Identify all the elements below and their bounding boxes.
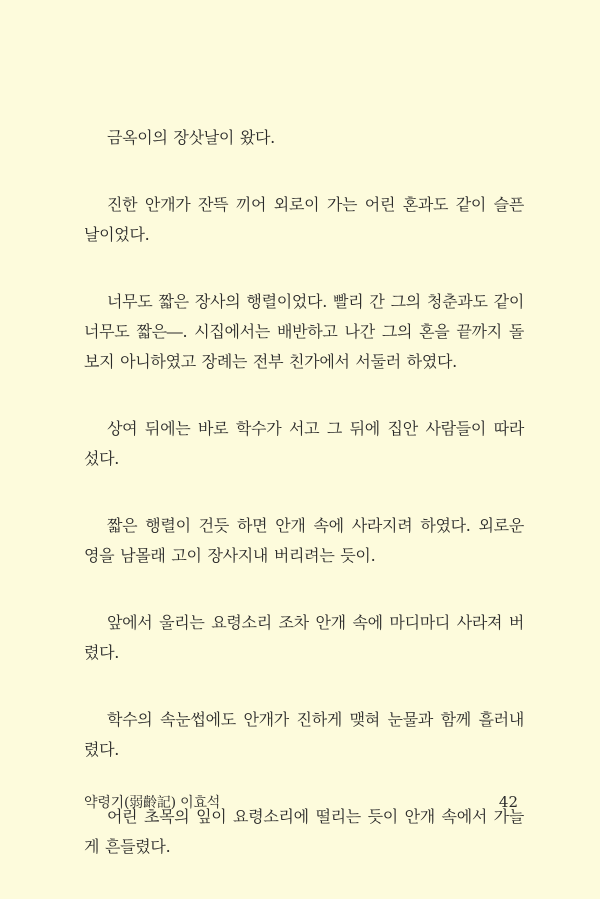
page-footer [84, 792, 518, 812]
paragraph-7: 학수의 속눈썹에도 안개가 진하게 맺혀 눈물과 함께 흘러내렸다. [84, 710, 524, 759]
paragraph-6: 앞에서 울리는 요령소리 조차 안개 속에 마디마디 사라져 버렸다. [84, 613, 524, 662]
running-title: 약령기(弱齡記) 이효석 [84, 795, 221, 811]
paragraph-2: 진한 안개가 잔뜩 끼어 외로이 가는 어린 혼과도 같이 슬픈 날이었다. [84, 195, 524, 244]
paragraph-1: 금옥이의 장삿날이 왔다. [107, 128, 275, 147]
paragraph-5: 짧은 행렬이 건듯 하면 안개 속에 사라지려 하였다. 외로운 영을 남몰래 고이 장사지내 버리려는 듯이. [84, 516, 524, 565]
paragraph-8: 어린 초목의 잎이 요령소리에 떨리는 듯이 안개 속에서 가늘게 흔들렸다. [84, 807, 524, 856]
paragraph-4: 상여 뒤에는 바로 학수가 서고 그 뒤에 집안 사람들이 따라 섰다. [84, 419, 524, 468]
page-number: 42 [498, 793, 518, 811]
body-text [84, 123, 524, 899]
paragraph-3: 너무도 짧은 장사의 행렬이었다. 빨리 간 그의 청춘과도 같이 너무도 짧은―. 시집에서는 배반하고 나간 그의 혼을 끝까지 돌보지 아니하였고 장례는 전부 친가에서 서둘러 하였다. [84, 292, 524, 371]
